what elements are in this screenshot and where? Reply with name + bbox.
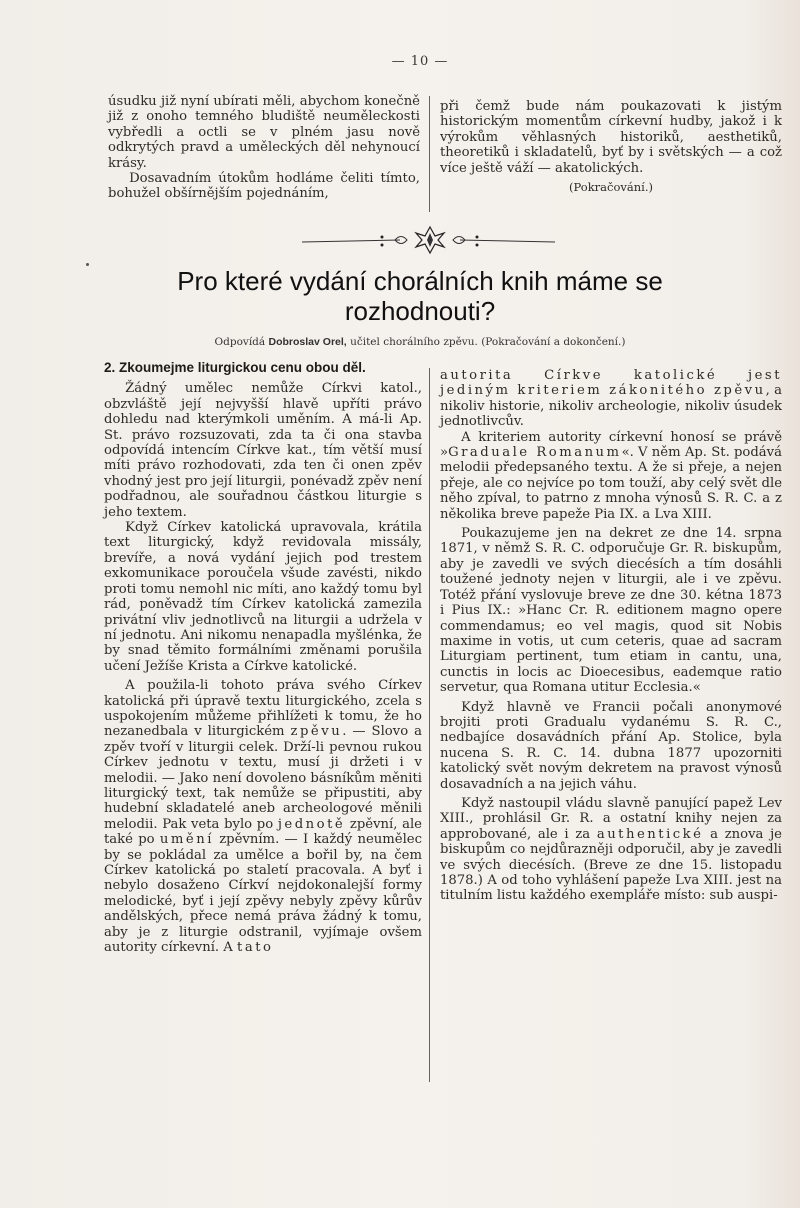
- spaced-text: umění: [159, 832, 214, 848]
- paragraph: Když hlavně ve Francii počali anonymové brojiti proti Gradualu vydanému S. R. C., nedbajíce dosavádních přání Ap. Stolice, byla nucena S. R. C. 14. dubna 1877 upozorniti katolický svět novým dekretem na pravost výnosů dosavadních a na jejich váhu.: [440, 699, 782, 792]
- spaced-text: Graduale Romanum: [448, 445, 622, 461]
- byline-note: (Pokračování a dokončení.): [481, 336, 626, 348]
- top-right-column: [440, 99, 782, 195]
- paragraph: Když Církev katolická upravovala, krátila text liturgický, když revidovala missály, brevíře, a nová vydání jejich pod trestem exkomunikace poroučela všude zavésti, nikdo proti tomu nemohl nic míti, ano každý tomu byl rád, poněvadž tím Církev katolická zamezila privátní vliv jednotlivců na liturgii a udržela v ní jednotu. Ani nikomu nenapadla myšlénka, že by snad těmito formálními změnami porušila učení Ježíše Krista a Církve katolické.: [104, 520, 422, 674]
- text-run: zpěvní, ale také po: [104, 816, 422, 848]
- byline-role: učitel chorálního zpěvu.: [350, 336, 478, 348]
- spaced-text: jednotě: [277, 816, 346, 832]
- article-left-column: [104, 360, 422, 955]
- column-divider: [429, 368, 430, 1082]
- byline: [100, 336, 740, 348]
- section-heading: 2. Zkoumejme liturgickou cenu obou děl.: [104, 360, 366, 375]
- paragraph: při čemž bude nám poukazovati k jistým historickým momentům církevní hudby, jakož i k výrokům věhlasných historiků, aesthetiků, theoretiků i skladatelů, byť by i světských — a což více ještě váží — akatolických.: [440, 99, 782, 176]
- spaced-text: tato: [237, 940, 274, 956]
- continued-note: (Pokračování.): [569, 180, 653, 195]
- spaced-text: zpěvu: [290, 724, 343, 740]
- paragraph: [104, 678, 422, 955]
- paragraph: [440, 430, 782, 522]
- paragraph: úsudku již nyní ubírati měli, abychom konečně již z onoho temného bludiště neuměleckosti vybředli a octli se v plném jasu nově odkrytých pravd a uměleckých děl nehynoucí krásy.: [108, 94, 420, 171]
- text-run: . — Slovo a zpěv tvoří v liturgii celek. Drží-li pevnou rukou Církev jednotu v textu, musí ji držeti i v melodii. — Jako není dovoleno básníkům měniti liturgický text, tak nemůže se připustiti, aby hudební skladatelé aneb archeologové měnili melodii. Pak veta bylo po: [104, 724, 422, 832]
- ink-speck: [86, 263, 89, 266]
- paragraph: [440, 796, 782, 904]
- text-run: «. V něm Ap. St. podává melodii předepsaného textu. A že si přeje, a nejen přeje, ale co nejvíce po tom touží, aby celý svět dle něho zpíval, to patrno z mnoha výnosů S. R. C. a z několika breve papeže Pia IX. a Lva XIII.: [440, 445, 782, 522]
- text-run: A kriteriem autority církevní honosí se právě »: [440, 429, 782, 461]
- byline-prefix: Odpovídá: [214, 336, 266, 348]
- spaced-text: autorita Církve katolické jest jediným kriteriem zákonitého zpěvu: [440, 368, 782, 399]
- text-run: a znova je biskupům co nejdůrazněji odporučil, aby je zavedli ve svých diecésích. (Breve ze dne 15. listopadu 1878.) A od toho vyhlášení papeže Lva XIII. jest na titulním listu každého exempláře místo: sub auspi-: [440, 826, 782, 904]
- byline-author: Dobroslav Orel,: [268, 336, 347, 348]
- paragraph: [440, 368, 782, 430]
- ornament-divider-icon: [300, 224, 560, 256]
- article-right-column: [440, 368, 782, 904]
- spaced-text: authentické: [596, 826, 704, 842]
- paragraph: Poukazujeme jen na dekret ze dne 14. srpna 1871, v němž S. R. C. odporučuje Gr. R. biskupům, aby je zavedli ve svých diecésích a tím dosáhli toužené jednoty nejen v liturgii, ale i ve zpěvu. Totéž přání vyslovuje breve ze dne 30. kétna 1873 i Pius IX.: »Hanc Cr. R. editionem magno opere commendamus; eo vel magis, quod sit Nobis maxime in votis, ut cum ceteris, quae ad sacram Liturgiam pertinent, tum etiam in cantu, una, cunctis in locis ac Dioecesibus, eademque ratio servetur, qua Romana utitur Ecclesia.«: [440, 526, 782, 696]
- paragraph: Žádný umělec nemůže Církvi katol., obzvláště její nejvyšší hlavě upříti právo dohledu nad kterýmkoli uměním. A má-li Ap. St. právo rozsuzovati, zda ta či ona stavba odpovídá intencím Církve kat., tím větší musí míti právo rozhodovati, zda ten či onen zpěv vhodný jest pro její liturgii, ponévadž zpěv není podřadnou, ale souřadnou částkou liturgie s jeho textem.: [104, 381, 422, 520]
- text-run: , a nikoliv historie, nikoliv archeologie, nikoliv úsudek jednotlivcův.: [440, 383, 783, 430]
- text-run: zpěvním. — I každý neumělec by se pokládal za umělce a bořil by, na čem Církev katolická po staletí pracovala. A byť i nebylo dosaženo Církví nejdokonalejší formy melodické, byť i její zpěvy nebyly zpěvy kůrův andělských, přece nemá práva žádný k tomu, aby je z liturgie odstranil, vyjímaje ovšem autority církevní. A: [104, 832, 422, 956]
- page-number: — 10 —: [391, 54, 449, 69]
- column-divider: [429, 96, 430, 212]
- text-run: A použila-li tohoto práva svého Církev katolická při úpravě textu liturgického, zcela s uspokojením můžeme přihlížeti k tomu, že ho nezanedbala v liturgickém: [104, 678, 422, 740]
- article-title: Pro které vydání chorálních knih máme se rozhodnouti?: [177, 266, 663, 326]
- paragraph: Dosavadním útokům hodláme čeliti tímto, bohužel obšírnějším pojednáním,: [108, 171, 420, 202]
- text-run: Když nastoupil vládu slavně panující papež Lev XIII., prohlásil Gr. R. a ostatní knihy nejen za approbované, ale i za: [440, 795, 782, 842]
- top-left-column: [108, 94, 420, 202]
